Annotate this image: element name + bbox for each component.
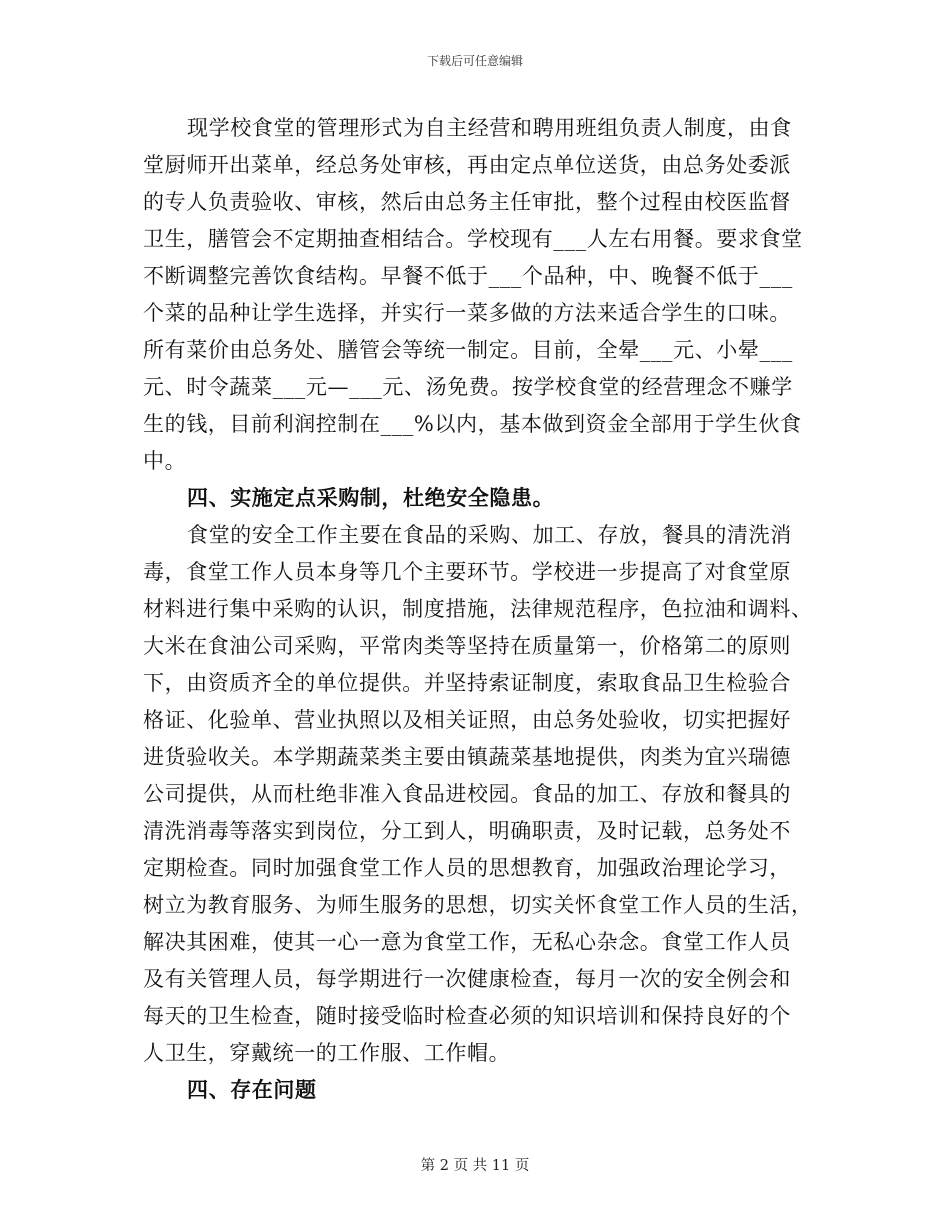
body-line: 所有菜价由总务处、膳管会等统一制定。目前，全晕___元、小晕___ [143, 338, 793, 362]
section-heading: 四、实施定点采购制，杜绝安全隐患。 [187, 486, 555, 510]
body-line: 的专人负责验收、审核，然后由总务主任审批，整个过程由校医监督 [143, 190, 791, 214]
body-line: 大米在食油公司采购，平常肉类等坚持在质量第一，价格第二的原则 [143, 634, 791, 658]
body-line: 格证、化验单、营业执照以及相关证照，由总务处验收，切实把握好 [143, 708, 791, 732]
page-header: 下载后可任意编辑 [426, 54, 523, 68]
body-line: 材料进行集中采购的认识，制度措施，法律规范程序，色拉油和调料、 [143, 597, 813, 621]
body-line: 元、时令蔬菜___元—___元、汤免费。按学校食堂的经营理念不赚学 [143, 375, 793, 399]
body-line: 清洗消毒等落实到岗位，分工到人，明确职责，及时记载，总务处不 [143, 819, 791, 843]
section-heading: 四、存在问题 [187, 1078, 317, 1102]
body-line: 及有关管理人员，每学期进行一次健康检查，每月一次的安全例会和 [143, 967, 791, 991]
body-line: 定期检查。同时加强食堂工作人员的思想教育，加强政治理论学习， [143, 856, 791, 880]
body-line: 中。 [143, 449, 187, 473]
body-line: 不断调整完善饮食结构。早餐不低于___个品种，中、晚餐不低于___ [143, 264, 793, 288]
body-line: 生的钱，目前利润控制在___%以内，基本做到资金全部用于学生伙食 [143, 412, 802, 436]
body-line: 人卫生，穿戴统一的工作服、工作帽。 [143, 1041, 511, 1065]
body-line: 下，由资质齐全的单位提供。并坚持索证制度，索取食品卫生检验合 [143, 671, 791, 695]
body-line: 卫生，膳管会不定期抽查相结合。学校现有___人左右用餐。要求食堂 [143, 227, 803, 251]
body-line: 食堂的安全工作主要在食品的采购、加工、存放，餐具的清洗消 [187, 523, 792, 547]
body-line: 解决其困难，使其一心一意为食堂工作，无私心杂念。食堂工作人员 [143, 930, 791, 954]
page-footer: 第 2 页 共 11 页 [420, 1158, 530, 1174]
body-line: 树立为教育服务、为师生服务的思想，切实关怀食堂工作人员的生活， [143, 893, 813, 917]
body-line: 个菜的品种让学生选择，并实行一菜多做的方法来适合学生的口味。 [143, 301, 791, 325]
body-line: 现学校食堂的管理形式为自主经营和聘用班组负责人制度，由食 [187, 116, 792, 140]
body-line: 公司提供，从而杜绝非准入食品进校园。食品的加工、存放和餐具的 [143, 782, 791, 806]
body-line: 每天的卫生检查，随时接受临时检查必须的知识培训和保持良好的个 [143, 1004, 791, 1028]
body-line: 毒，食堂工作人员本身等几个主要环节。学校进一步提高了对食堂原 [143, 560, 791, 584]
body-line: 堂厨师开出菜单，经总务处审核，再由定点单位送货，由总务处委派 [143, 153, 791, 177]
body-line: 进货验收关。本学期蔬菜类主要由镇蔬菜基地提供，肉类为宜兴瑞德 [143, 745, 791, 769]
